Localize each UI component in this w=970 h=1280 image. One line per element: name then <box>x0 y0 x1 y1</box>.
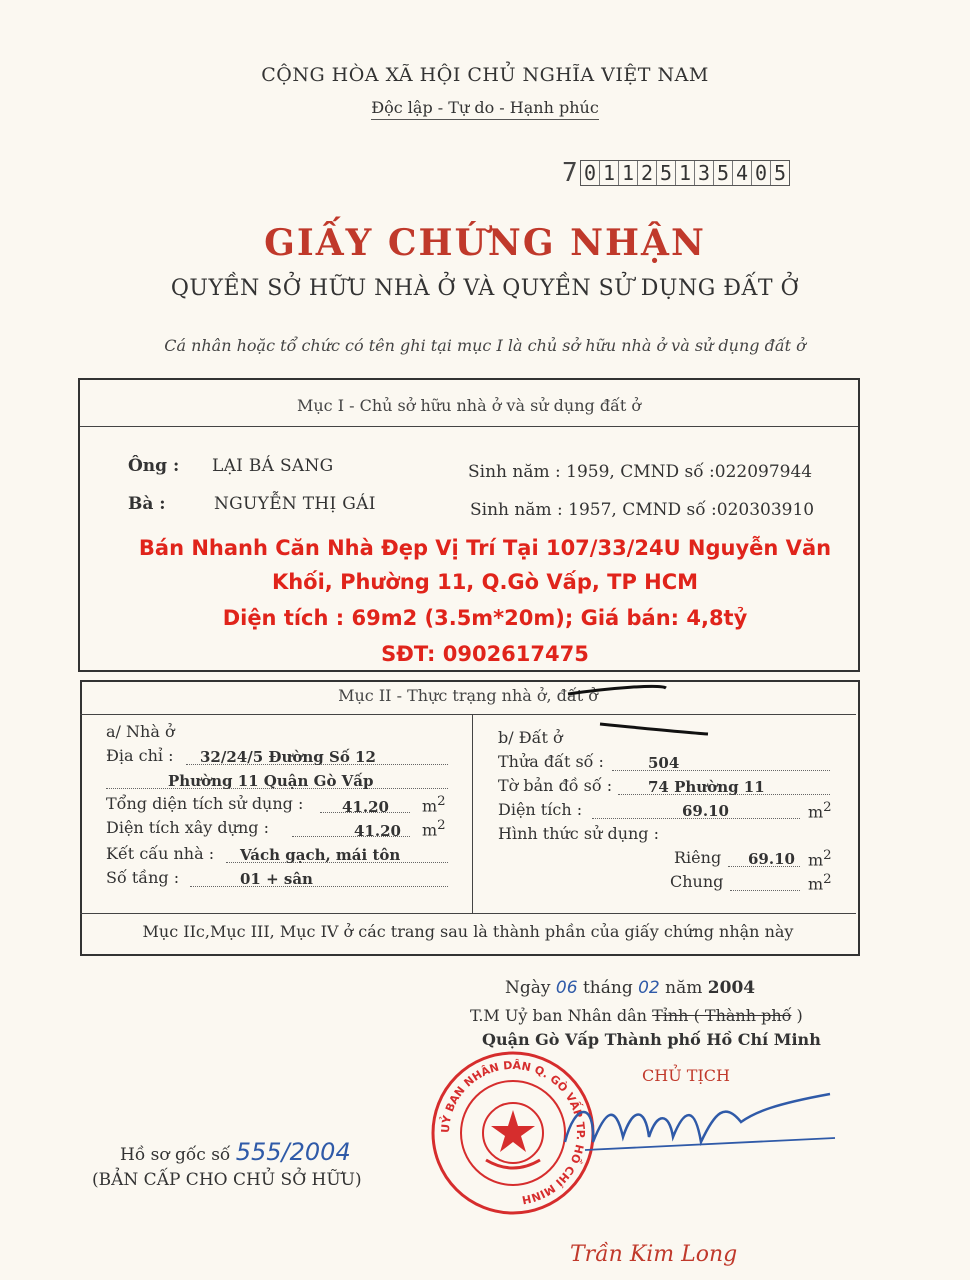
land-area-label: Diện tích : <box>498 800 583 819</box>
date-month-label: tháng <box>582 978 633 998</box>
unit-m2 <box>808 800 832 821</box>
unit-exp: 2 <box>823 800 832 815</box>
file-number-line <box>120 1138 351 1166</box>
date-year: 2004 <box>707 978 756 998</box>
serial-digit: 3 <box>694 161 713 185</box>
authority-close: ) <box>796 1006 803 1025</box>
dotted-leader <box>612 770 830 771</box>
file-number: 555/2004 <box>235 1138 351 1166</box>
serial-digit: 1 <box>675 161 694 185</box>
authority-line <box>470 1006 803 1025</box>
unit-m2 <box>808 848 832 869</box>
unit-base: m <box>808 802 824 822</box>
serial-digit: 4 <box>732 161 751 185</box>
land-parcel-label: Thửa đất số : <box>498 752 604 771</box>
serial-digit: 2 <box>637 161 656 185</box>
land-parcel: 504 <box>648 754 680 772</box>
unit-exp: 2 <box>437 794 446 809</box>
house-structure-label: Kết cấu nhà : <box>106 844 215 863</box>
serial-cells <box>580 160 790 186</box>
section2-divider-middle <box>472 714 473 913</box>
date-month: 02 <box>638 978 660 998</box>
house-address-line1: 32/24/5 Đường Số 12 <box>200 748 376 766</box>
land-private: 69.10 <box>748 850 795 868</box>
authority-struck: Tỉnh ( Thành phố <box>652 1006 792 1025</box>
ad-line-2: Khối, Phường 11, Q.Gò Vấp, TP HCM <box>271 570 699 594</box>
national-title: CỘNG HÒA XÃ HỘI CHỦ NGHĨA VIỆT NAM <box>261 64 709 86</box>
unit-m2 <box>422 818 446 839</box>
house-address-line2: Phường 11 Quận Gò Vấp <box>168 772 374 790</box>
serial-number <box>562 160 820 186</box>
section2-divider-bottom <box>80 913 856 914</box>
certificate-note: Cá nhân hoặc tổ chức có tên ghi tại mục I là chủ sở hữu nhà ở và sử dụng đất ở <box>164 336 806 355</box>
serial-digit: 1 <box>618 161 637 185</box>
house-build-area-label: Diện tích xây dựng : <box>106 818 269 837</box>
house-build-area: 41.20 <box>354 822 401 840</box>
dotted-leader <box>730 890 800 891</box>
ad-phone: SĐT: 0902617475 <box>381 642 589 666</box>
owner1-details: Sinh năm : 1959, CMND số :022097944 <box>468 462 813 482</box>
serial-digit: 1 <box>599 161 618 185</box>
section2-heading: Mục II - Thực trạng nhà ở, đất ở <box>338 686 598 705</box>
copy-note: (BẢN CẤP CHO CHỦ SỞ HỮU) <box>92 1170 362 1190</box>
unit-exp: 2 <box>437 818 446 833</box>
file-number-label: Hồ sơ gốc số <box>120 1145 231 1165</box>
pen-stroke <box>568 686 666 694</box>
date-year-label: năm <box>665 978 703 998</box>
issue-date <box>505 978 755 998</box>
land-map: 74 Phường 11 <box>648 778 765 796</box>
house-floors: 01 + sân <box>240 870 313 888</box>
house-total-area: 41.20 <box>342 798 389 816</box>
district-name: Quận Gò Vấp Thành phố Hồ Chí Minh <box>482 1030 821 1049</box>
ad-line-3: Diện tích : 69m2 (3.5m*20m); Giá bán: 4,8tỷ <box>222 606 748 630</box>
unit-base: m <box>808 850 824 870</box>
certificate-subtitle: QUYỀN SỞ HỮU NHÀ Ở VÀ QUYỀN SỬ DỤNG ĐẤT Ở <box>170 276 800 301</box>
date-day: 06 <box>555 978 578 998</box>
land-area: 69.10 <box>682 802 729 820</box>
section1-divider <box>80 426 858 427</box>
house-heading: a/ Nhà ở <box>106 722 175 741</box>
owner2-name: NGUYỄN THỊ GÁI <box>214 494 376 514</box>
serial-digit: 0 <box>583 161 597 185</box>
certificate-title: GIẤY CHỨNG NHẬN <box>264 222 706 264</box>
serial-digit: 0 <box>751 161 770 185</box>
chairman-title: CHỦ TỊCH <box>642 1066 730 1085</box>
house-address-label: Địa chỉ : <box>106 746 174 765</box>
motto-text: Độc lập - Tự do - Hạnh phúc <box>371 98 599 120</box>
unit-base: m <box>422 796 438 816</box>
unit-m2 <box>422 794 446 815</box>
owner2-title: Bà : <box>128 494 166 514</box>
signer-name: Trần Kim Long <box>570 1242 738 1267</box>
dotted-leader <box>190 886 448 887</box>
section2-footer: Mục IIc,Mục III, Mục IV ở các trang sau là thành phần của giấy chứng nhận này <box>142 922 794 941</box>
land-usage-label: Hình thức sử dụng : <box>498 824 660 843</box>
owner1-name: LẠI BÁ SANG <box>212 456 334 476</box>
land-private-label: Riêng <box>674 848 722 867</box>
serial-digit: 5 <box>713 161 732 185</box>
house-structure: Vách gạch, mái tôn <box>240 846 401 864</box>
land-shared-label: Chung <box>670 872 724 891</box>
star-icon <box>491 1110 535 1152</box>
section1-heading: Mục I - Chủ sở hữu nhà ở và sử dụng đất ở <box>296 396 642 415</box>
unit-exp: 2 <box>823 872 832 887</box>
land-map-label: Tờ bản đồ số : <box>498 776 613 795</box>
serial-digit: 5 <box>656 161 675 185</box>
land-heading: b/ Đất ở <box>498 728 563 747</box>
pen-stroke <box>600 724 708 734</box>
authority-prefix: T.M Uỷ ban Nhân dân <box>470 1006 647 1025</box>
unit-exp: 2 <box>823 848 832 863</box>
signature <box>545 1082 845 1172</box>
house-total-area-label: Tổng diện tích sử dụng : <box>106 794 304 813</box>
unit-m2 <box>808 872 832 893</box>
unit-base: m <box>422 820 438 840</box>
pen-strike-marks <box>560 676 720 736</box>
owner2-details: Sinh năm : 1957, CMND số :020303910 <box>470 500 815 520</box>
national-motto <box>0 98 970 117</box>
section2-divider-top <box>80 714 856 715</box>
date-prefix: Ngày <box>505 978 551 998</box>
serial-digit: 5 <box>770 161 789 185</box>
seal-text-path: UỶ BAN NHÂN DÂN Q. GÒ VẤP TP. HỒ CHÍ MINH <box>438 1058 588 1207</box>
owner1-title: Ông : <box>128 456 180 476</box>
signature-stroke <box>565 1094 830 1142</box>
serial-prefix: 7 <box>562 158 578 188</box>
unit-base: m <box>808 874 824 894</box>
ad-line-1: Bán Nhanh Căn Nhà Đẹp Vị Trí Tại 107/33/24U Nguyễn Văn <box>138 536 832 560</box>
house-floors-label: Số tầng : <box>106 868 180 887</box>
